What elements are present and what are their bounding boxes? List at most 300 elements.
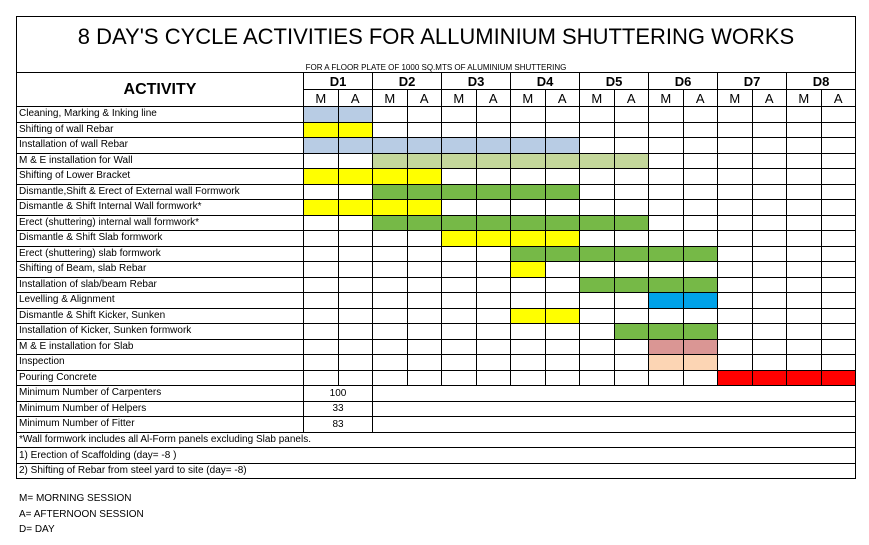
gantt-empty-cell [614, 231, 649, 247]
gantt-empty-cell [580, 370, 615, 386]
gantt-bar-cell [511, 215, 546, 231]
gantt-empty-cell [407, 339, 442, 355]
gantt-bar-cell [683, 355, 718, 371]
activity-name: Shifting of Lower Bracket [17, 169, 304, 185]
gantt-empty-cell [752, 107, 787, 123]
gantt-empty-cell [787, 308, 822, 324]
summary-label: Minimum Number of Carpenters [17, 386, 304, 402]
activity-name: Dismantle & Shift Kicker, Sunken [17, 308, 304, 324]
gantt-bar-cell [683, 339, 718, 355]
gantt-empty-cell [407, 246, 442, 262]
gantt-empty-cell [476, 277, 511, 293]
gantt-empty-cell [304, 277, 339, 293]
gantt-bar-cell [304, 107, 339, 123]
gantt-empty-cell [718, 308, 753, 324]
gantt-empty-cell [752, 138, 787, 154]
gantt-empty-cell [442, 262, 477, 278]
gantt-empty-cell [718, 215, 753, 231]
activity-schedule-table [16, 16, 856, 479]
activity-name: Erect (shuttering) internal wall formwork* [17, 215, 304, 231]
gantt-empty-cell [649, 138, 684, 154]
gantt-empty-cell [545, 262, 580, 278]
activity-row [17, 339, 856, 355]
gantt-bar-cell [683, 277, 718, 293]
gantt-empty-cell [407, 122, 442, 138]
gantt-empty-cell [649, 184, 684, 200]
gantt-bar-cell [580, 246, 615, 262]
note-row [17, 448, 856, 464]
gantt-bar-cell [476, 184, 511, 200]
gantt-empty-cell [752, 324, 787, 340]
gantt-empty-cell [580, 107, 615, 123]
gantt-empty-cell [545, 200, 580, 216]
summary-label: Minimum Number of Helpers [17, 401, 304, 417]
legend-item: M= MORNING SESSION [19, 493, 132, 504]
session-header-d7-m: M [718, 90, 753, 107]
gantt-bar-cell [476, 138, 511, 154]
gantt-empty-cell [442, 370, 477, 386]
gantt-empty-cell [338, 339, 373, 355]
gantt-bar-cell [304, 200, 339, 216]
gantt-empty-cell [304, 308, 339, 324]
activity-row [17, 215, 856, 231]
gantt-bar-cell [407, 153, 442, 169]
gantt-bar-cell [545, 308, 580, 324]
gantt-empty-cell [338, 277, 373, 293]
gantt-empty-cell [718, 246, 753, 262]
legend [19, 491, 144, 538]
gantt-empty-cell [442, 169, 477, 185]
gantt-empty-cell [407, 370, 442, 386]
gantt-empty-cell [373, 308, 408, 324]
gantt-empty-cell [338, 293, 373, 309]
gantt-empty-cell [580, 122, 615, 138]
gantt-empty-cell [580, 200, 615, 216]
activity-name: Installation of Kicker, Sunken formwork [17, 324, 304, 340]
gantt-bar-cell [304, 138, 339, 154]
activity-name: Inspection [17, 355, 304, 371]
gantt-empty-cell [304, 153, 339, 169]
gantt-empty-cell [442, 355, 477, 371]
gantt-bar-cell [476, 215, 511, 231]
gantt-bar-cell [511, 308, 546, 324]
gantt-empty-cell [476, 262, 511, 278]
gantt-bar-cell [373, 138, 408, 154]
gantt-bar-cell [545, 153, 580, 169]
gantt-empty-cell [752, 277, 787, 293]
gantt-empty-cell [407, 355, 442, 371]
gantt-empty-cell [580, 184, 615, 200]
gantt-bar-cell [338, 200, 373, 216]
gantt-empty-cell [545, 277, 580, 293]
legend-item: D= DAY [19, 524, 55, 535]
day-header-d4: D4 [511, 73, 580, 90]
gantt-empty-cell [683, 308, 718, 324]
gantt-empty-cell [821, 138, 856, 154]
gantt-empty-cell [752, 215, 787, 231]
summary-label: Minimum Number of Fitter [17, 417, 304, 433]
gantt-empty-cell [407, 324, 442, 340]
gantt-empty-cell [373, 293, 408, 309]
activity-name: Shifting of wall Rebar [17, 122, 304, 138]
gantt-bar-cell [787, 370, 822, 386]
session-header-d3-a: A [476, 90, 511, 107]
activity-row [17, 246, 856, 262]
gantt-empty-cell [752, 184, 787, 200]
activity-row [17, 184, 856, 200]
gantt-empty-cell [442, 277, 477, 293]
gantt-empty-cell [545, 293, 580, 309]
gantt-empty-cell [718, 169, 753, 185]
gantt-empty-cell [580, 339, 615, 355]
gantt-empty-cell [821, 153, 856, 169]
gantt-empty-cell [304, 324, 339, 340]
day-header-d7: D7 [718, 73, 787, 90]
gantt-empty-cell [649, 215, 684, 231]
note-text: *Wall formwork includes all Al-Form panels excluding Slab panels. [17, 432, 856, 448]
gantt-empty-cell [373, 246, 408, 262]
sheet-subtitle: FOR A FLOOR PLATE OF 1000 SQ.MTS OF ALUMINIUM SHUTTERING [17, 57, 856, 73]
gantt-empty-cell [649, 169, 684, 185]
gantt-empty-cell [649, 370, 684, 386]
summary-blank [373, 386, 856, 402]
gantt-empty-cell [580, 169, 615, 185]
gantt-bar-cell [511, 138, 546, 154]
gantt-empty-cell [373, 122, 408, 138]
gantt-empty-cell [752, 355, 787, 371]
gantt-empty-cell [511, 277, 546, 293]
gantt-empty-cell [614, 262, 649, 278]
gantt-bar-cell [442, 184, 477, 200]
gantt-empty-cell [476, 293, 511, 309]
gantt-bar-cell [683, 324, 718, 340]
gantt-empty-cell [338, 215, 373, 231]
session-header-d5-m: M [580, 90, 615, 107]
gantt-empty-cell [821, 339, 856, 355]
gantt-empty-cell [338, 262, 373, 278]
gantt-empty-cell [718, 293, 753, 309]
gantt-empty-cell [304, 215, 339, 231]
gantt-bar-cell [442, 215, 477, 231]
gantt-empty-cell [407, 262, 442, 278]
day-header-d2: D2 [373, 73, 442, 90]
gantt-empty-cell [511, 324, 546, 340]
gantt-empty-cell [614, 293, 649, 309]
gantt-empty-cell [545, 355, 580, 371]
activity-name: M & E installation for Slab [17, 339, 304, 355]
activity-row [17, 122, 856, 138]
gantt-empty-cell [338, 355, 373, 371]
gantt-empty-cell [442, 308, 477, 324]
gantt-empty-cell [787, 246, 822, 262]
gantt-empty-cell [476, 200, 511, 216]
gantt-empty-cell [476, 122, 511, 138]
activity-name: M & E installation for Wall [17, 153, 304, 169]
note-row [17, 432, 856, 448]
gantt-empty-cell [787, 293, 822, 309]
gantt-empty-cell [821, 184, 856, 200]
gantt-empty-cell [614, 200, 649, 216]
gantt-empty-cell [442, 200, 477, 216]
gantt-empty-cell [718, 231, 753, 247]
session-header-d7-a: A [752, 90, 787, 107]
sheet-title: 8 DAY'S CYCLE ACTIVITIES FOR ALLUMINIUM SHUTTERING WORKS [17, 17, 856, 58]
gantt-empty-cell [614, 107, 649, 123]
gantt-empty-cell [683, 122, 718, 138]
activity-row [17, 277, 856, 293]
gantt-empty-cell [511, 200, 546, 216]
day-header-d6: D6 [649, 73, 718, 90]
gantt-empty-cell [614, 355, 649, 371]
gantt-empty-cell [476, 339, 511, 355]
gantt-bar-cell [649, 277, 684, 293]
gantt-empty-cell [442, 339, 477, 355]
gantt-empty-cell [511, 293, 546, 309]
legend-item: A= AFTERNOON SESSION [19, 508, 144, 520]
activity-name: Erect (shuttering) slab formwork [17, 246, 304, 262]
activity-row [17, 370, 856, 386]
summary-row [17, 417, 856, 433]
gantt-empty-cell [752, 339, 787, 355]
gantt-bar-cell [442, 138, 477, 154]
gantt-empty-cell [304, 231, 339, 247]
gantt-empty-cell [683, 262, 718, 278]
gantt-empty-cell [787, 169, 822, 185]
gantt-empty-cell [683, 184, 718, 200]
gantt-bar-cell [511, 153, 546, 169]
gantt-bar-cell [373, 200, 408, 216]
gantt-bar-cell [545, 231, 580, 247]
gantt-empty-cell [373, 262, 408, 278]
note-row [17, 463, 856, 479]
gantt-empty-cell [373, 370, 408, 386]
gantt-empty-cell [787, 324, 822, 340]
gantt-empty-cell [649, 153, 684, 169]
gantt-empty-cell [752, 262, 787, 278]
day-header-d1: D1 [304, 73, 373, 90]
activity-row [17, 308, 856, 324]
gantt-bar-cell [580, 277, 615, 293]
gantt-empty-cell [407, 277, 442, 293]
gantt-empty-cell [821, 246, 856, 262]
gantt-empty-cell [476, 324, 511, 340]
gantt-empty-cell [752, 153, 787, 169]
gantt-bar-cell [338, 169, 373, 185]
gantt-bar-cell [338, 122, 373, 138]
gantt-empty-cell [752, 169, 787, 185]
gantt-empty-cell [718, 107, 753, 123]
gantt-empty-cell [683, 200, 718, 216]
gantt-empty-cell [821, 200, 856, 216]
gantt-empty-cell [752, 308, 787, 324]
gantt-empty-cell [821, 308, 856, 324]
summary-value: 33 [304, 401, 373, 417]
session-header-d2-a: A [407, 90, 442, 107]
gantt-empty-cell [821, 262, 856, 278]
gantt-empty-cell [442, 122, 477, 138]
summary-value: 83 [304, 417, 373, 433]
gantt-empty-cell [614, 122, 649, 138]
gantt-bar-cell [614, 324, 649, 340]
gantt-bar-cell [476, 231, 511, 247]
gantt-empty-cell [821, 107, 856, 123]
activity-name: Levelling & Alignment [17, 293, 304, 309]
gantt-empty-cell [683, 370, 718, 386]
activity-name: Cleaning, Marking & Inking line [17, 107, 304, 123]
gantt-empty-cell [511, 370, 546, 386]
activity-name: Installation of wall Rebar [17, 138, 304, 154]
gantt-bar-cell [373, 184, 408, 200]
gantt-empty-cell [787, 122, 822, 138]
gantt-empty-cell [787, 107, 822, 123]
gantt-bar-cell [511, 231, 546, 247]
gantt-empty-cell [787, 215, 822, 231]
gantt-empty-cell [787, 277, 822, 293]
gantt-empty-cell [476, 308, 511, 324]
gantt-bar-cell [304, 169, 339, 185]
gantt-empty-cell [373, 277, 408, 293]
gantt-empty-cell [683, 107, 718, 123]
gantt-empty-cell [752, 122, 787, 138]
gantt-empty-cell [787, 339, 822, 355]
note-text: 2) Shifting of Rebar from steel yard to site (day= -8) [17, 463, 856, 479]
gantt-empty-cell [752, 200, 787, 216]
gantt-empty-cell [649, 200, 684, 216]
gantt-empty-cell [304, 339, 339, 355]
title-row [17, 17, 856, 58]
gantt-bar-cell [821, 370, 856, 386]
activity-row [17, 231, 856, 247]
gantt-empty-cell [545, 169, 580, 185]
activity-name: Dismantle & Shift Slab formwork [17, 231, 304, 247]
gantt-empty-cell [614, 370, 649, 386]
gantt-empty-cell [787, 138, 822, 154]
gantt-bar-cell [476, 153, 511, 169]
gantt-empty-cell [821, 215, 856, 231]
gantt-bar-cell [649, 293, 684, 309]
gantt-empty-cell [373, 339, 408, 355]
gantt-empty-cell [304, 355, 339, 371]
gantt-empty-cell [545, 339, 580, 355]
gantt-empty-cell [649, 308, 684, 324]
gantt-bar-cell [442, 153, 477, 169]
gantt-bar-cell [511, 184, 546, 200]
gantt-bar-cell [580, 215, 615, 231]
activity-row [17, 262, 856, 278]
gantt-empty-cell [683, 138, 718, 154]
gantt-bar-cell [580, 153, 615, 169]
gantt-empty-cell [442, 324, 477, 340]
gantt-bar-cell [511, 262, 546, 278]
gantt-empty-cell [442, 107, 477, 123]
gantt-bar-cell [649, 355, 684, 371]
gantt-empty-cell [545, 370, 580, 386]
gantt-empty-cell [338, 308, 373, 324]
gantt-bar-cell [304, 122, 339, 138]
gantt-bar-cell [442, 231, 477, 247]
session-header-d4-m: M [511, 90, 546, 107]
gantt-bar-cell [545, 246, 580, 262]
gantt-empty-cell [407, 231, 442, 247]
gantt-empty-cell [545, 107, 580, 123]
gantt-empty-cell [304, 293, 339, 309]
gantt-empty-cell [338, 246, 373, 262]
session-header-d6-a: A [683, 90, 718, 107]
activity-name: Installation of slab/beam Rebar [17, 277, 304, 293]
gantt-empty-cell [718, 122, 753, 138]
gantt-empty-cell [683, 215, 718, 231]
gantt-bar-cell [407, 215, 442, 231]
gantt-empty-cell [787, 200, 822, 216]
gantt-empty-cell [511, 169, 546, 185]
gantt-empty-cell [476, 169, 511, 185]
gantt-empty-cell [338, 231, 373, 247]
activity-name: Dismantle & Shift Internal Wall formwork* [17, 200, 304, 216]
gantt-empty-cell [304, 246, 339, 262]
gantt-empty-cell [821, 169, 856, 185]
gantt-empty-cell [821, 231, 856, 247]
gantt-bar-cell [373, 153, 408, 169]
gantt-bar-cell [545, 138, 580, 154]
summary-value: 100 [304, 386, 373, 402]
session-header-d8-a: A [821, 90, 856, 107]
summary-row [17, 401, 856, 417]
gantt-empty-cell [614, 308, 649, 324]
gantt-empty-cell [752, 231, 787, 247]
gantt-empty-cell [718, 355, 753, 371]
gantt-empty-cell [787, 231, 822, 247]
gantt-empty-cell [442, 293, 477, 309]
gantt-empty-cell [787, 355, 822, 371]
gantt-empty-cell [821, 122, 856, 138]
note-text: 1) Erection of Scaffolding (day= -8 ) [17, 448, 856, 464]
activity-name: Dismantle,Shift & Erect of External wall Formwork [17, 184, 304, 200]
gantt-empty-cell [407, 293, 442, 309]
gantt-empty-cell [787, 184, 822, 200]
gantt-empty-cell [821, 293, 856, 309]
gantt-empty-cell [476, 355, 511, 371]
gantt-empty-cell [373, 355, 408, 371]
gantt-bar-cell [614, 277, 649, 293]
session-header-d4-a: A [545, 90, 580, 107]
gantt-empty-cell [614, 339, 649, 355]
gantt-empty-cell [614, 138, 649, 154]
gantt-empty-cell [476, 107, 511, 123]
gantt-empty-cell [752, 293, 787, 309]
gantt-empty-cell [442, 246, 477, 262]
session-header-d2-m: M [373, 90, 408, 107]
summary-row [17, 386, 856, 402]
gantt-bar-cell [338, 107, 373, 123]
gantt-bar-cell [373, 215, 408, 231]
gantt-empty-cell [649, 231, 684, 247]
gantt-empty-cell [821, 277, 856, 293]
gantt-empty-cell [545, 122, 580, 138]
gantt-bar-cell [338, 138, 373, 154]
gantt-empty-cell [718, 324, 753, 340]
gantt-bar-cell [614, 215, 649, 231]
gantt-empty-cell [407, 308, 442, 324]
summary-blank [373, 401, 856, 417]
gantt-empty-cell [373, 324, 408, 340]
gantt-empty-cell [338, 153, 373, 169]
session-header-d1-a: A [338, 90, 373, 107]
session-header-d6-m: M [649, 90, 684, 107]
session-header-d8-m: M [787, 90, 822, 107]
gantt-empty-cell [511, 107, 546, 123]
gantt-empty-cell [338, 324, 373, 340]
activity-name: Shifting of Beam, slab Rebar [17, 262, 304, 278]
